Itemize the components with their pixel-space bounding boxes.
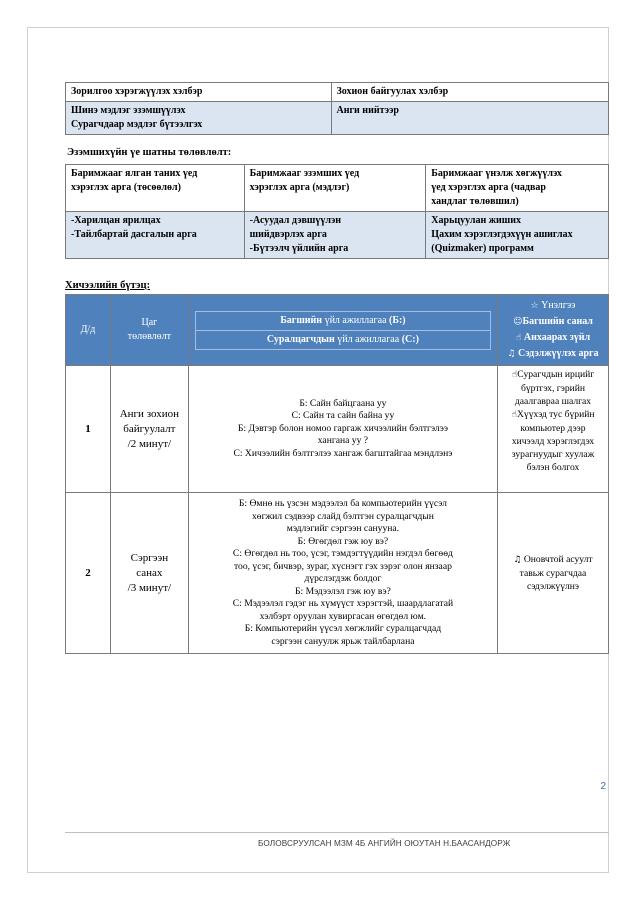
- row-num: 2: [66, 493, 111, 654]
- activity-line: Б: Мэдээлэл гэж юу вэ?: [295, 585, 391, 597]
- row-feedback: [498, 493, 609, 654]
- lesson-header-feedback: [498, 295, 609, 366]
- plan-value-1: [66, 212, 245, 259]
- strategy-table: [65, 82, 609, 135]
- smile-icon: ☺: [513, 317, 523, 327]
- feedback-line: сэдэлжүүлнэ: [526, 581, 580, 592]
- feedback-line: тавьж сурагчдаа: [519, 568, 587, 579]
- activity-line: С: Хичээлийн бэлтгэлээ хангаж багштайгаа мэндлэнэ: [233, 447, 453, 459]
- student-label: Суралцагчдын: [266, 333, 335, 345]
- row-time-line: Сэргээн: [130, 551, 169, 564]
- pointing-hand-icon: ☝: [511, 410, 517, 420]
- table-row: [66, 366, 609, 493]
- music-note-icon: ♫: [513, 555, 522, 565]
- feedback-line: хичээлд хэрэглэгдэх: [511, 436, 595, 447]
- activity-line: дүрслэгдэж болдог: [304, 573, 382, 584]
- plan-header-line: Баримжааг үнэлж хөгжүүлэх: [431, 168, 562, 179]
- activity-line: мэдлэгийг сэргээн санууна.: [286, 523, 400, 534]
- student-label-rest: үйл ажиллагаа: [334, 333, 402, 345]
- plan-header-line: Баримжааг эзэмших үед: [249, 168, 360, 179]
- activity-line: хэлбэрт оруулан хувиргасан өгөгдөл юм.: [259, 610, 427, 622]
- lesson-header-time: [110, 295, 188, 366]
- feedback-line: Хүүхэд тус бүрийн: [517, 409, 595, 420]
- lesson-header-num: [66, 295, 111, 366]
- row-time: [110, 493, 188, 654]
- row-time-line: Анги зохион: [119, 407, 179, 420]
- strategy-col1-line: Шинэ мэдлэг эзэмшүүлэх: [71, 105, 186, 116]
- row-time-line: /2 минут/: [127, 437, 172, 450]
- activity-line: хөгжил сэдвээр слайд бэлтгэн суралцагчдын: [251, 510, 434, 522]
- plan-value-line: -Харилцан ярилцах: [71, 215, 161, 226]
- teacher-label-rest: үйл ажиллагаа: [322, 314, 390, 326]
- learning-plan-table: [65, 164, 609, 259]
- fb-evaluation: Үнэлгээ: [541, 300, 576, 311]
- activity-line: С: Мэдээлэл гэдэг нь хүмүүст хэрэгтэй, шаардлагатай: [232, 598, 454, 609]
- feedback-line: даалгаврaa шалгах: [514, 396, 592, 407]
- activity-line: тоо, үсэг, бичвэр, зураг, хүснэгт гэх зэрэг олон янзаар: [233, 560, 452, 572]
- plan-header-line: үед хэрэглэх арга (чадвар: [431, 182, 546, 193]
- feedback-line: Сурагчдын ирцийг: [517, 369, 595, 380]
- plan-value-line: -Бүтээлч үйлийн арга: [249, 243, 349, 254]
- lesson-header-time-line: төлөвлөлт: [127, 331, 172, 342]
- plan-value-line: -Тайлбартай дасгалын арга: [71, 229, 197, 240]
- lesson-structure-title: Хичээлийн бүтэц:: [65, 280, 151, 291]
- row-time-line: байгуулалт: [123, 422, 176, 435]
- pointing-hand-icon: ☝: [511, 370, 518, 380]
- footer-divider: [65, 832, 609, 833]
- feedback-line: зурагнуудыг хуулаж: [511, 449, 595, 460]
- plan-header-2: [244, 165, 426, 212]
- page-number: 2: [600, 781, 606, 792]
- plan-value-line: -Асуудал дэвшүүлэн: [249, 215, 342, 226]
- teacher-code: (Б:): [389, 314, 406, 326]
- plan-header-line: Баримжааг ялган таних үед: [71, 168, 198, 179]
- feedback-line: компьютер дээр: [520, 423, 586, 434]
- plan-header-1: [66, 165, 245, 212]
- plan-value-line: шийдвэрлэх арга: [249, 229, 327, 240]
- activity-line: сэргээн сануулж ярьж тайлбарлана: [271, 635, 415, 647]
- strategy-col1-header: Зорилгоо хэрэгжүүлэх хэлбэр: [66, 83, 332, 102]
- music-note-icon: ♫: [507, 349, 516, 359]
- star-icon: ☆: [530, 301, 539, 311]
- plan-value-line: Цахим хэрэглэгдэхүүн ашиглах: [431, 229, 573, 240]
- plan-value-2: [244, 212, 426, 259]
- row-activities: [188, 493, 497, 654]
- lesson-header-time-line: Цаг: [141, 317, 158, 328]
- activity-line: Б: Дэвтэр болон номоо гаргаж хичээлийн бэлтгэлээ: [237, 422, 448, 434]
- teacher-label: Багшийн: [280, 314, 323, 326]
- row-activities: [188, 366, 497, 493]
- plan-header-3: [426, 165, 609, 212]
- fb-motivation: Сэдэлжүүлэх арга: [517, 348, 599, 359]
- strategy-col2-value: Анги нийтээр: [331, 102, 608, 135]
- feedback-line: бэлэн болгох: [526, 462, 580, 473]
- strategy-col1-line: Сурагчдаар мэдлэг бүтээлгэх: [71, 119, 203, 130]
- lesson-header-student: [195, 331, 491, 350]
- activity-line: С: Сайн та сайн байна уу: [291, 410, 395, 422]
- fb-attention: Анхаарах зүйл: [523, 332, 591, 343]
- plan-header-line: хэрэглэх арга (төсөөлөл): [71, 182, 181, 193]
- pointing-hand-icon: ☝: [515, 333, 522, 343]
- activity-line: Б: Сайн байцгаана уу: [299, 397, 387, 409]
- plan-value-line: Харьцуулан жиших: [431, 215, 521, 226]
- lesson-structure-table: [65, 294, 609, 654]
- footer-text: БОЛОВСРУУЛСАН МЗМ 4Б АНГИЙН ОЮУТАН Н.БААСАНДОРЖ: [258, 839, 511, 848]
- activity-line: Б: Өмнө нь үзсэн мэдээлэл ба компьютерийн үүсэл: [238, 498, 447, 509]
- plan-value-line: (Quizmaker) программ: [431, 243, 534, 254]
- row-time-line: санах: [136, 566, 163, 579]
- table-row: [66, 493, 609, 654]
- strategy-col1-value: [66, 102, 332, 135]
- plan-value-3: [426, 212, 609, 259]
- lesson-header-num-text: Д/д: [80, 324, 96, 335]
- plan-header-line: хэрэглэх арга (мэдлэг): [249, 182, 350, 193]
- learning-plan-title: Эзэмшихүйн үе шатны төлөвлөлт:: [67, 147, 232, 158]
- activity-line: С: Өгөгдөл нь тоо, үсэг, тэмдэгтүүдийн нэгдэл бөгөөд: [232, 548, 453, 559]
- activity-line: хангана уу ?: [317, 435, 369, 447]
- activity-line: Б: Өгөгдөл гэж юу вэ?: [297, 535, 389, 547]
- row-feedback: [498, 366, 609, 493]
- plan-header-line: хандлаг төлөвшил): [431, 196, 519, 207]
- lesson-header-teacher: [195, 311, 491, 331]
- row-time-line: /3 минут/: [127, 581, 172, 594]
- student-code: (С:): [401, 333, 419, 345]
- row-num: 1: [66, 366, 111, 493]
- fb-teacher-suggestion: Багшийн санал: [522, 316, 593, 327]
- strategy-col2-header: Зохион байгуулах хэлбэр: [331, 83, 608, 102]
- row-time: [110, 366, 188, 493]
- feedback-line: бүртгэх, гэрийн: [520, 383, 586, 394]
- lesson-header-activity: [188, 295, 497, 366]
- activity-line: Б: Компьютерийн үүсэл хөгжлийг суралцагчдад: [244, 623, 442, 634]
- feedback-line: Оновчтой асуулт: [523, 554, 593, 565]
